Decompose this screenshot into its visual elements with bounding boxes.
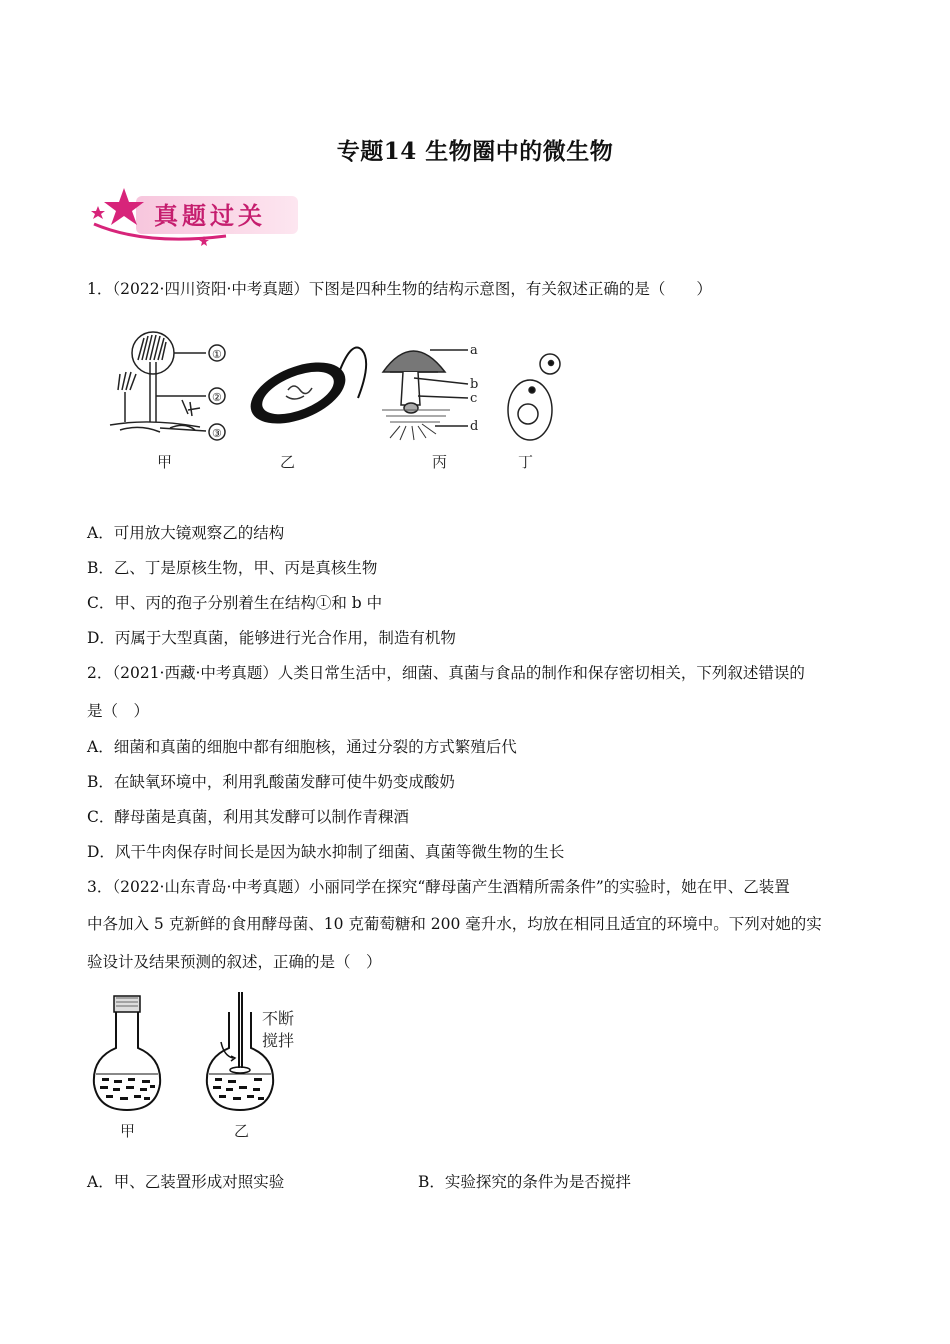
label-bing: 丙 [432, 453, 448, 471]
q2-option-d: D．风干牛肉保存时间长是因为缺水抑制了细菌、真菌等微生物的生长 [87, 843, 565, 861]
label-jia: 甲 [120, 1122, 136, 1140]
letter-a: a [470, 343, 478, 358]
letter-b: b [470, 377, 479, 392]
section-banner [86, 184, 306, 248]
mark-3: ③ [212, 427, 222, 440]
small-star-icon [91, 206, 105, 219]
q3-option-b: B．实验探究的条件为是否搅拌 [418, 1173, 631, 1191]
q3-figure [88, 990, 318, 1145]
q3-stem-line1: 3．（2022·山东青岛·中考真题）小丽同学在探究“酵母菌产生酒精所需条件”的实验时，她在甲、乙装置 [87, 878, 790, 896]
q2-stem-line2: 是（ ） [87, 702, 150, 720]
label-yi: 乙 [280, 453, 296, 471]
q3-stem-line2: 中各加入 5 克新鲜的食用酵母菌、10 克葡萄糖和 200 毫升水，均放在相同且适宜的环境中。下列对她的实 [87, 915, 822, 933]
bacterium-diagram [242, 348, 366, 436]
mark-1: ① [212, 348, 222, 361]
letter-c: c [470, 391, 478, 406]
label-yi: 乙 [234, 1122, 250, 1140]
q1-option-b: B．乙、丁是原核生物，甲、丙是真核生物 [87, 559, 378, 577]
q1-option-c: C．甲、丙的孢子分别着生在结构①和 b 中 [87, 594, 383, 612]
q1-figure [100, 330, 570, 480]
q2-option-a: A．细菌和真菌的细胞中都有细胞核，通过分裂的方式繁殖后代 [87, 738, 517, 756]
mark-2: ② [212, 391, 222, 404]
q3-option-a: A．甲、乙装置形成对照实验 [87, 1173, 285, 1191]
label-jia: 甲 [157, 453, 173, 471]
mushroom-diagram [382, 350, 468, 440]
yeast-diagram [508, 354, 560, 440]
q1-stem: 1．（2022·四川资阳·中考真题）下图是四种生物的结构示意图，有关叙述正确的是（ ） [87, 280, 712, 298]
mold-diagram [110, 332, 225, 440]
q1-option-a: A．可用放大镜观察乙的结构 [87, 524, 285, 542]
q2-option-c: C．酵母菌是真菌，利用其发酵可以制作青稞酒 [87, 808, 409, 826]
q1-option-d: D．丙属于大型真菌，能够进行光合作用，制造有机物 [87, 629, 456, 647]
letter-d: d [470, 419, 479, 434]
q2-option-b: B．在缺氧环境中，利用乳酸菌发酵可使牛奶变成酸奶 [87, 773, 455, 791]
flask-jia [94, 996, 160, 1110]
stir-label-1: 不断 [262, 1009, 295, 1028]
stir-label-2: 搅拌 [262, 1031, 295, 1050]
banner-text: 真题过关 [154, 202, 266, 230]
label-ding: 丁 [518, 453, 534, 471]
page-title: 专题14 生物圈中的微生物 [336, 138, 614, 165]
q2-stem-line1: 2．（2021·西藏·中考真题）人类日常生活中，细菌、真菌与食品的制作和保存密切相关，下列叙述错误的 [87, 664, 805, 682]
q3-stem-line3: 验设计及结果预测的叙述，正确的是（ ） [87, 953, 382, 971]
